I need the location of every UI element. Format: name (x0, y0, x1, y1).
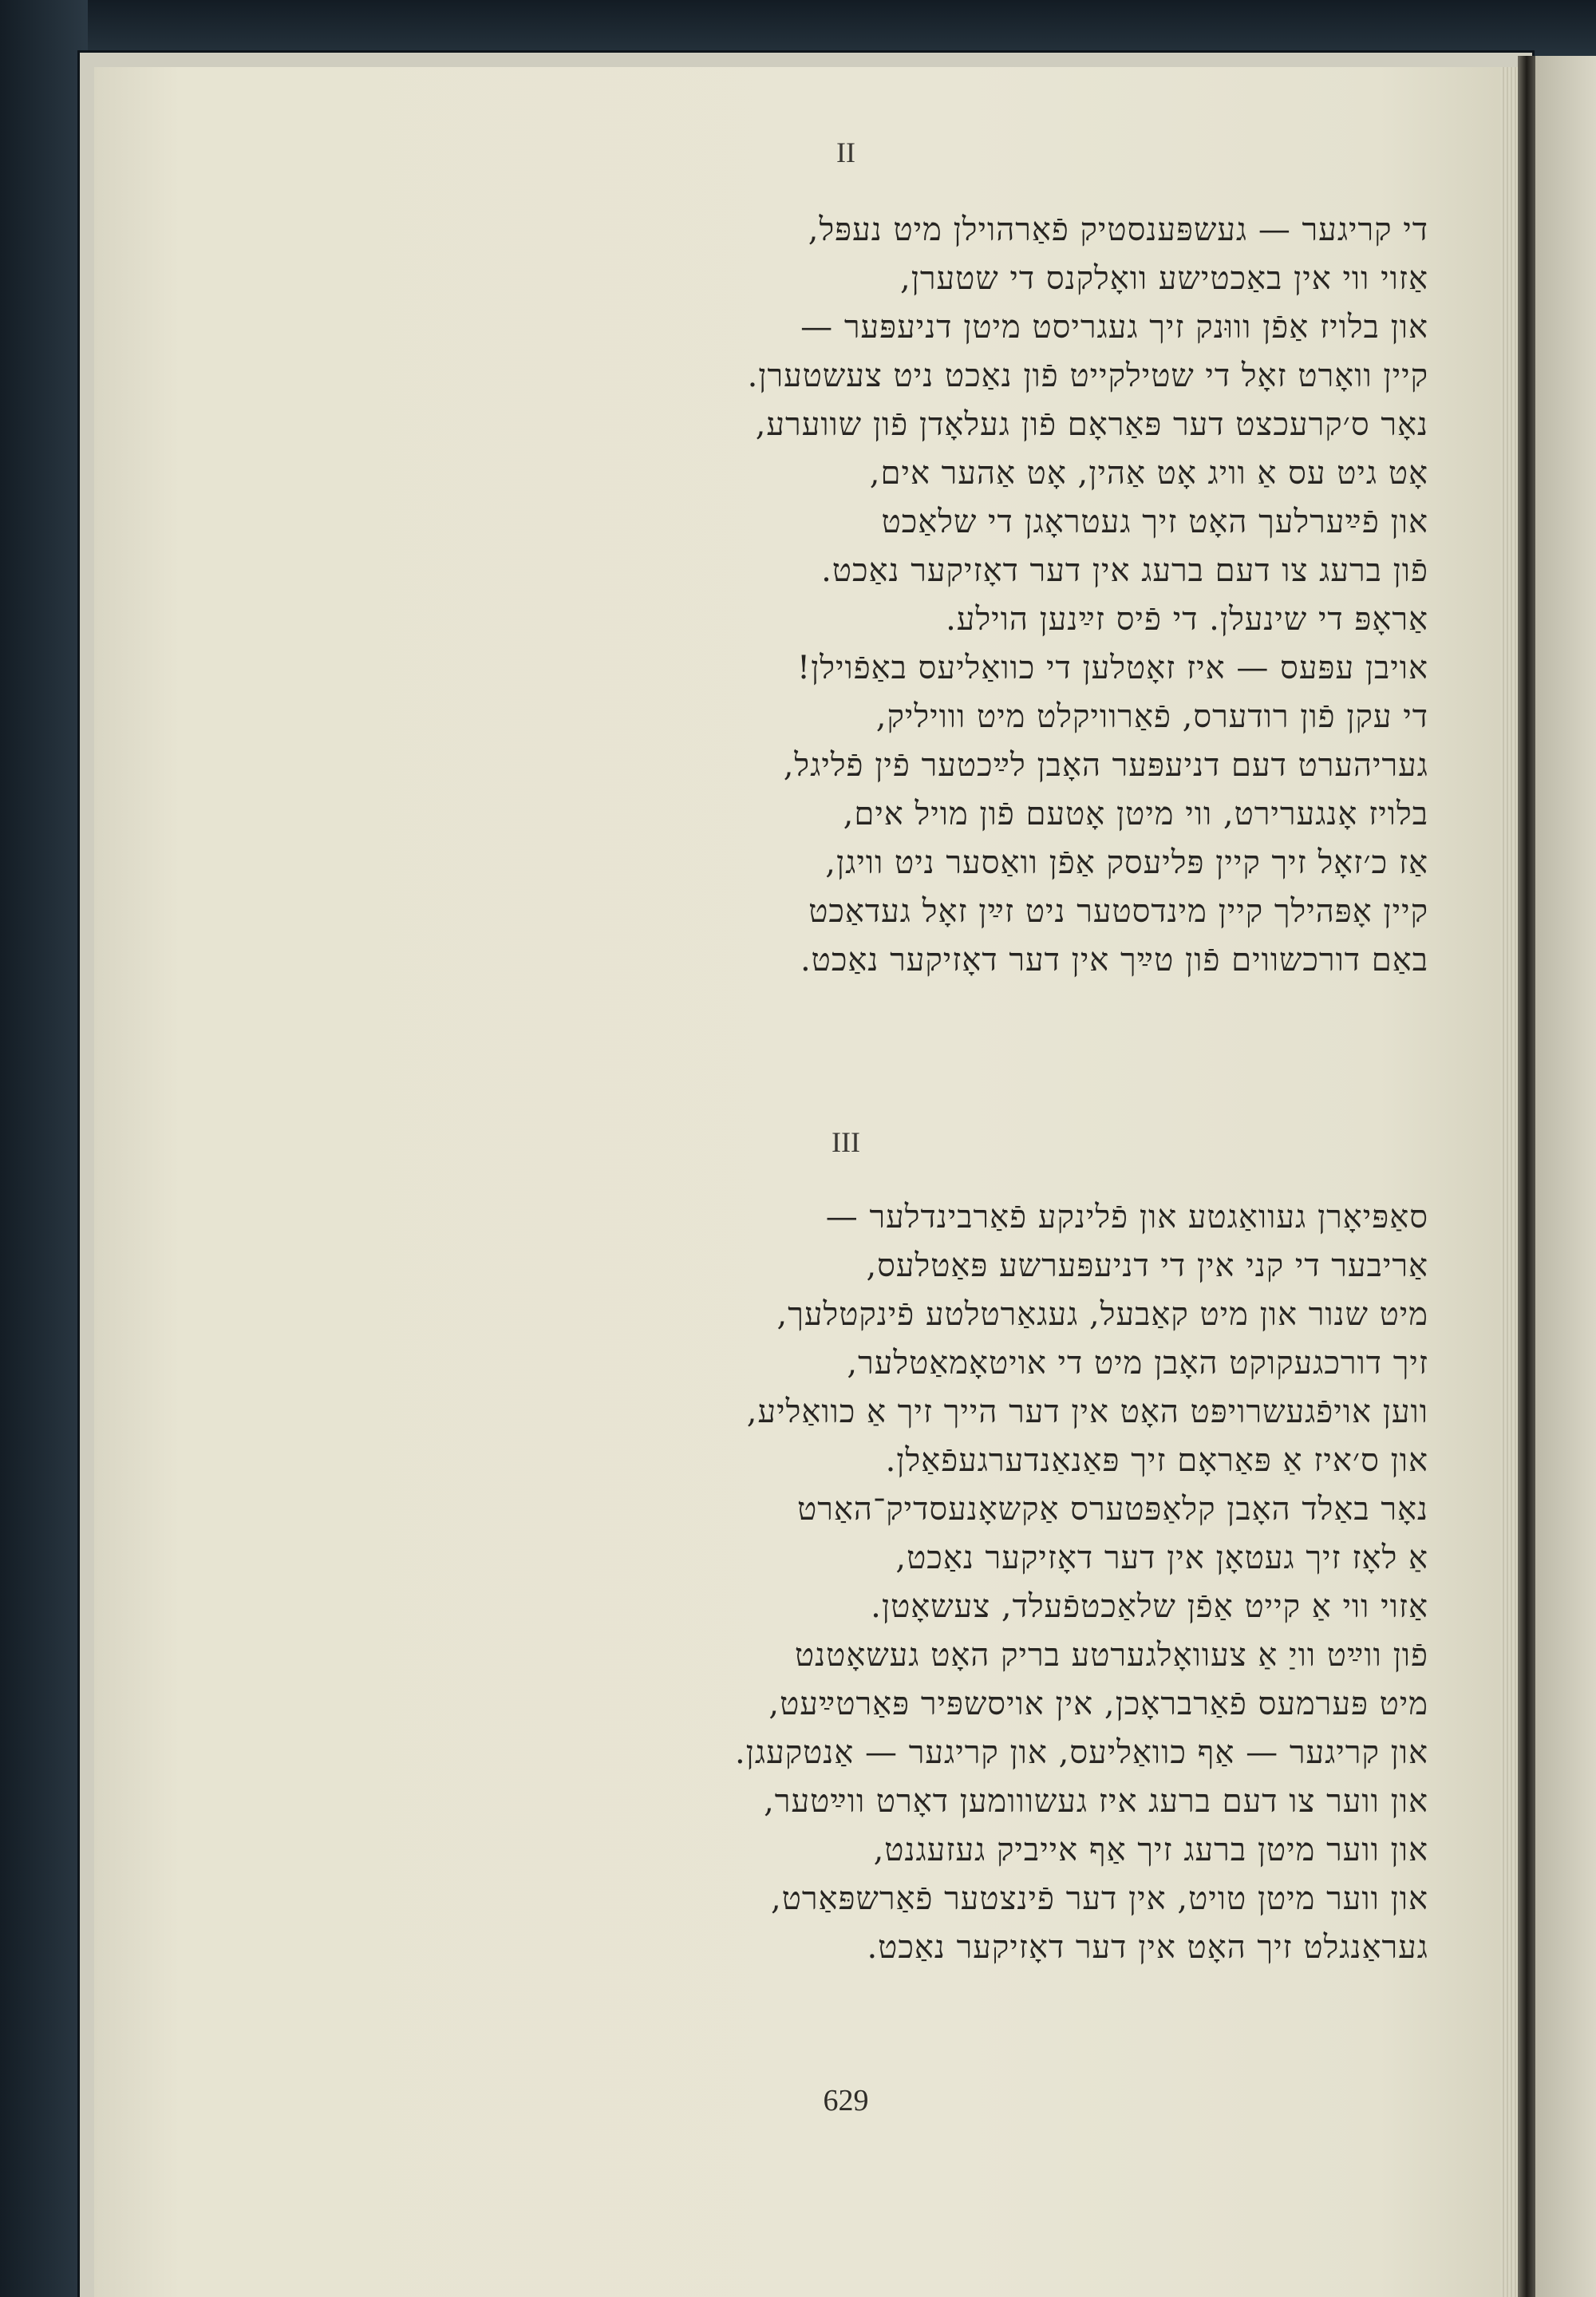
verse-line: פֿון ווײַט וויַ אַ צעוואָלגערטע בריק האָט געשאָטנט (794, 1637, 1428, 1674)
verse-line: בלויז אָנגערירט, ווי מיטן אָטעם פֿון מויל אים, (843, 796, 1428, 832)
verse-line: און ס׳איז אַ פּאַראָם זיך פּאַנאַנדערגעפֿאַלן. (885, 1442, 1428, 1479)
verse-line: און ווער מיטן ברעג זיך אַף אייביק געזעגנט, (873, 1832, 1428, 1868)
verse-line: נאָר ס׳קרעכצט דער פּאַראָם פֿון געלאָדן פֿון שווערע, (755, 406, 1428, 443)
verse-line: אָט גיט עס אַ וויג אָט אַהין, אָט אַהער אים, (869, 455, 1428, 492)
verse-line: און פֿײַערלעך האָט זיך געטראָגן די שלאַכט (881, 504, 1428, 540)
page-number: 629 (823, 2084, 869, 2117)
verse-line: אויבן עפּעס — איז זאָטלען די כוואַליעס באַפֿוילן! (797, 650, 1428, 686)
verse-line: ווען אויפֿגעשרויפּט האָט אין דער הייך זיך אַ כוואַליע, (746, 1394, 1428, 1430)
verse-line: געראַנגלט זיך האָט אין דער דאָזיקער נאַכט. (867, 1929, 1428, 1966)
book-gutter (1518, 56, 1535, 2297)
verse-line: קיין וואָרט זאָל די שטילקייט פֿון נאַכט ניט צעשטערן. (747, 358, 1428, 394)
verse-line: אַראָפּ די שינעלן. די פֿיס זײַנען הוילע. (946, 601, 1428, 638)
verse-line: די עקן פֿון רודערס, פֿאַרוויקלט מיט ווויליק, (875, 698, 1428, 735)
verse-line: אַז כ׳זאָל זיך קיין פּליעסק אַפֿן וואַסער ניט וויגן, (825, 844, 1428, 881)
facing-page (1535, 56, 1596, 2297)
verse-line: אַ לאָז זיך געטאָן אין דער דאָזיקער נאַכט, (895, 1540, 1428, 1576)
verse-line: און ווער מיטן טויט, אין דער פֿינצטער פֿאַרשפּאַרט, (771, 1880, 1428, 1917)
stanza-ii (263, 206, 1428, 985)
verse-line: און קריגער — אַף כוואַליעס, און קריגער — אַנטקעגן. (734, 1734, 1428, 1771)
verse-line: קיין אָפּהילך קיין מינדסטער ניט זײַן זאָל געדאַכט (808, 893, 1428, 930)
verse-line: אַריבער די קני אין די דניעפּערשע פּאַטלעס, (866, 1247, 1428, 1284)
verse-line: די קריגער — געשפּענסטיק פֿאַרהוילן מיט נעפּל, (808, 212, 1428, 248)
verse-line: סאַפּיאָרן געוואַגטע און פֿלינקע פֿאַרבינדלער — (825, 1199, 1428, 1235)
verse-line: אַזוי ווי אין באַכטישע וואָלקנס די שטערן, (899, 260, 1428, 297)
verse-line: מיט פּערמעס פֿאַרבראָכן, אין אויסשפּיר פּאַרטײַעט, (768, 1686, 1428, 1722)
verse-line: באַם דורכשווים פֿון טײַך אין דער דאָזיקער נאַכט. (800, 942, 1428, 978)
verse-line: און בלויז אַפֿן וווּנק זיך געגריסט מיטן דניעפּער — (800, 309, 1428, 346)
verse-line: אַזוי ווי אַ קייט אַפֿן שלאַכטפֿעלד, צעשאָטן. (871, 1588, 1428, 1625)
verse-line: נאָר באַלד האָבן קלאַפּטערס אַקשאָנעסדיק־האַרט (797, 1491, 1428, 1528)
book-cover-spine-edge (0, 0, 88, 2297)
page-text (263, 112, 1428, 2155)
section-numeral: II (836, 136, 855, 168)
verse-line: מיט שנור און מיט קאַבעל, געגאַרטלטע פֿינקטלעך, (776, 1296, 1428, 1333)
book-cover-top (0, 0, 1596, 56)
verse-line: זיך דורכגעקוקט האָבן מיט די אויטאָמאַטלער, (847, 1345, 1428, 1382)
section-numeral: III (832, 1126, 860, 1158)
verse-line: געריהערט דעם דניעפּער האָבן לײַכטער פֿין פֿליגל, (783, 747, 1428, 784)
verse-line: פֿון ברעג צו דעם ברעג אין דער דאָזיקער נאַכט. (821, 552, 1428, 589)
verse-line: און ווער צו דעם ברעג איז געשווומען דאָרט ווײַטער, (764, 1783, 1428, 1820)
stanza-iii (263, 1193, 1428, 1972)
